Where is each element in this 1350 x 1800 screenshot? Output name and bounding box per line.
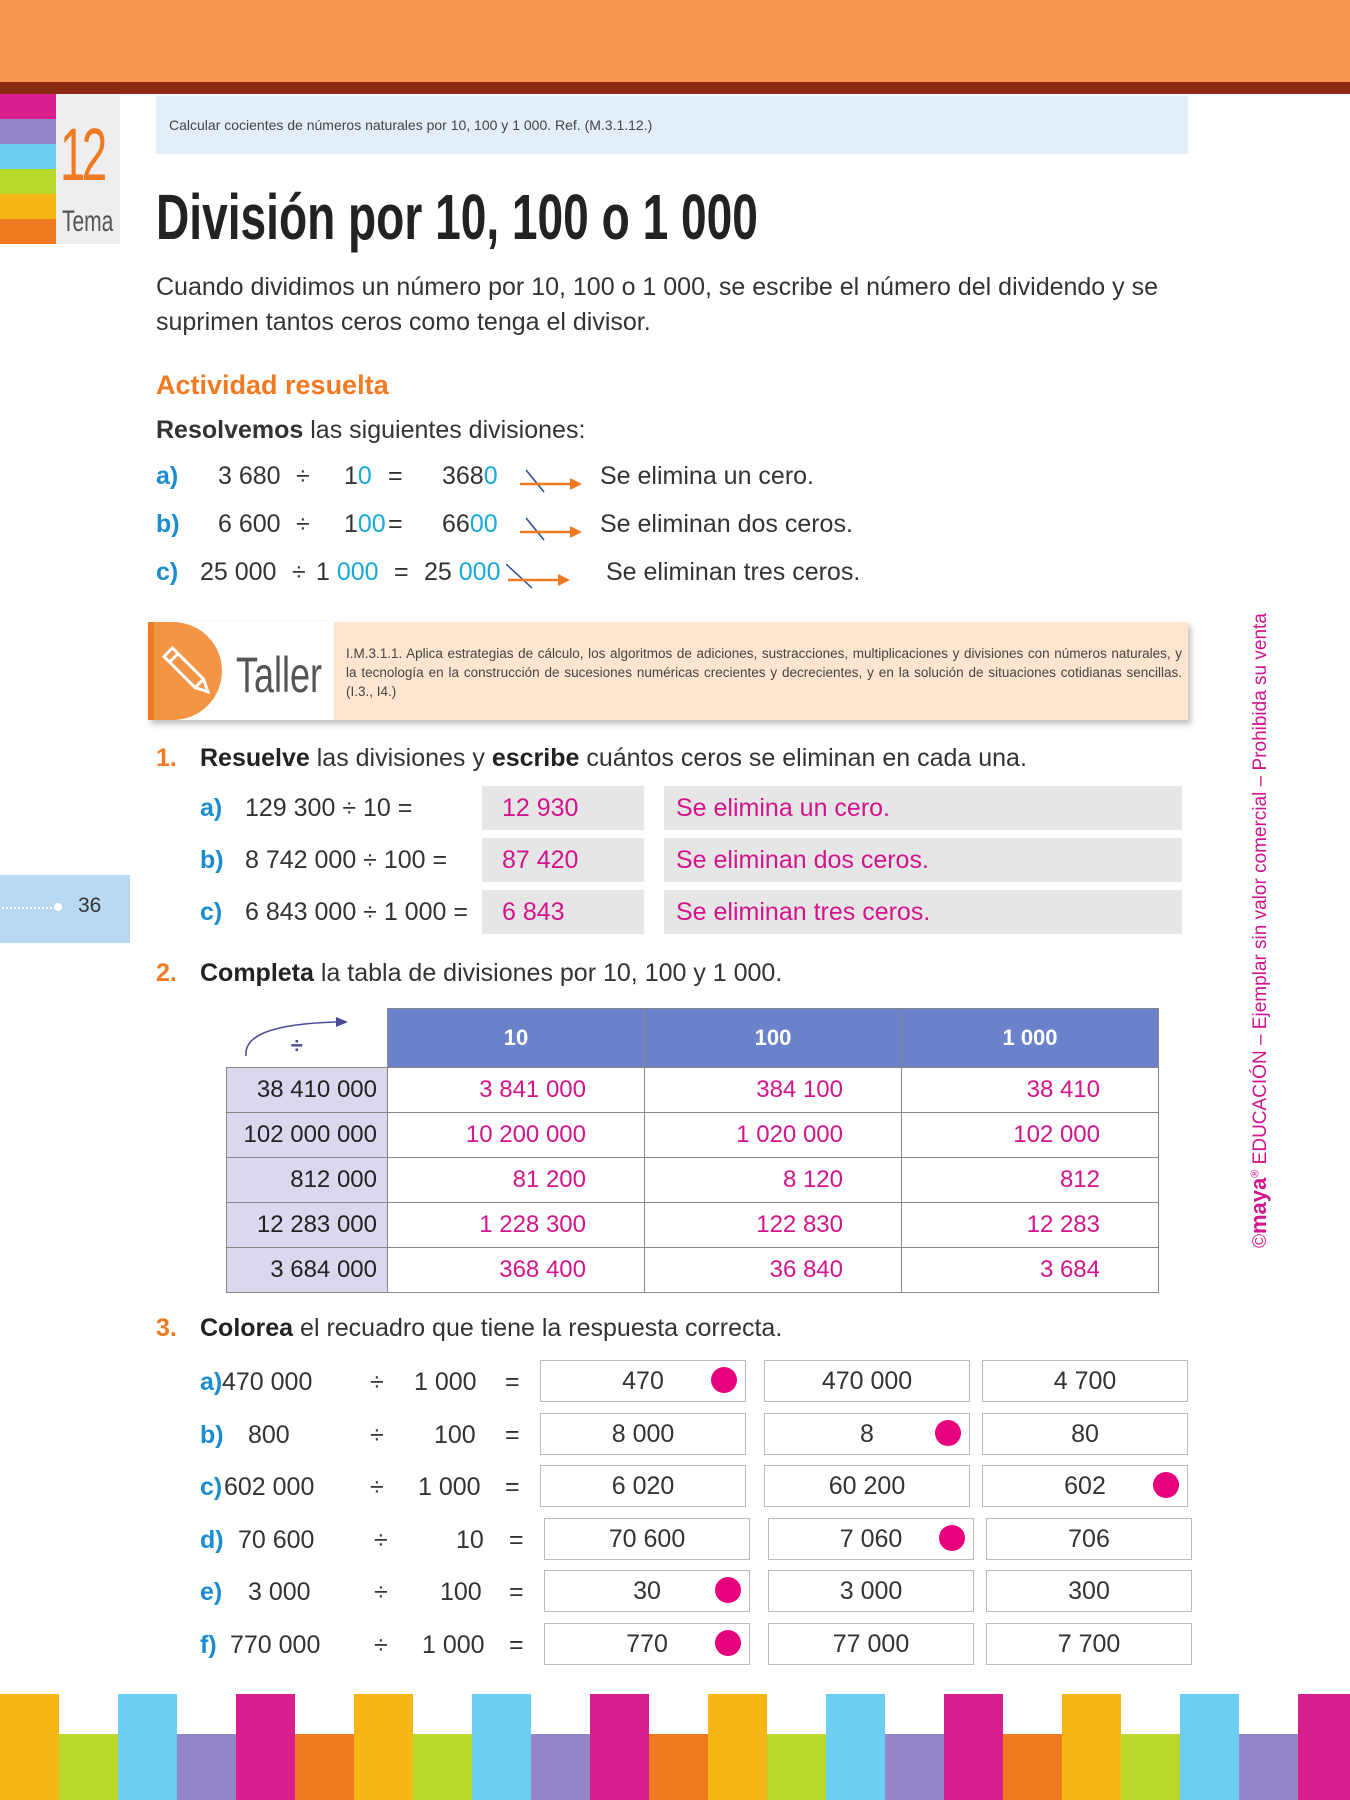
- copyright-symbol: ©: [1250, 1234, 1271, 1248]
- bottom-stripe: [118, 1694, 177, 1800]
- result: [442, 510, 498, 539]
- zeros-note: Se eliminan tres ceros.: [676, 898, 931, 926]
- resolved-lead-bold: Resolvemos: [156, 416, 304, 444]
- divisor-kept: 1: [344, 462, 358, 490]
- answer-option[interactable]: [764, 1360, 970, 1402]
- divisor: 1 000: [414, 1368, 477, 1396]
- option-value: 8: [860, 1420, 874, 1448]
- answer-option[interactable]: [764, 1465, 970, 1507]
- filled-dot-icon: [935, 1420, 961, 1446]
- page-tab-dot: [54, 903, 62, 911]
- answer-field[interactable]: [482, 838, 644, 882]
- result-zeros: 0: [483, 462, 498, 490]
- result-kept: 368: [442, 462, 484, 490]
- q1-instruction: [200, 744, 1027, 773]
- quotient-cell[interactable]: 812: [902, 1158, 1159, 1203]
- divide-sign: ÷: [374, 1526, 388, 1554]
- row-dividend: 38 410 000: [227, 1068, 388, 1113]
- taller-indicator-text: I.M.3.1.1. Aplica estrategias de cálculo, los algoritmos de adiciones, sustracciones, multiplicaciones y divisiones con números naturales, y la tecnología en la construcción de sucesiones numéricas crecientes y decrecientes, y en la solución de situaciones cotidianas sencillas. (I.3., I4.): [346, 646, 1182, 699]
- table-row: [227, 1248, 1159, 1293]
- quotient-cell[interactable]: 1 020 000: [645, 1113, 902, 1158]
- q3-instruction: [200, 1314, 782, 1343]
- divide-sign: ÷: [292, 558, 306, 586]
- quotient-cell[interactable]: 384 100: [645, 1068, 902, 1113]
- q3-bold: Colorea: [200, 1314, 294, 1342]
- q2-bold: Completa: [200, 959, 314, 987]
- division-table: [226, 1008, 1159, 1293]
- result: [442, 462, 498, 491]
- divisor: [344, 510, 386, 539]
- zeros-note-field[interactable]: [664, 838, 1182, 882]
- quotient-cell[interactable]: 81 200: [388, 1158, 645, 1203]
- divisor: [316, 558, 379, 587]
- page-number: 36: [78, 894, 102, 917]
- option-value: 300: [1068, 1577, 1110, 1605]
- side-notice: [1246, 613, 1272, 1248]
- answer-option[interactable]: [544, 1623, 750, 1665]
- row-dividend: 102 000 000: [227, 1113, 388, 1158]
- bottom-stripe: [649, 1734, 708, 1800]
- bottom-stripe: [1239, 1734, 1298, 1800]
- bottom-stripe: [531, 1734, 590, 1800]
- q1-mid: las divisiones y: [309, 744, 492, 772]
- row-letter: a): [156, 462, 179, 490]
- bottom-stripe: [295, 1734, 354, 1800]
- equals-sign: =: [509, 1578, 524, 1606]
- result: [424, 558, 500, 587]
- table-row: [227, 1203, 1159, 1248]
- row-letter: f): [200, 1631, 217, 1659]
- arrow-right-icon: [518, 514, 598, 544]
- divisor: 100: [434, 1421, 476, 1449]
- filled-dot-icon: [715, 1630, 741, 1656]
- bottom-stripe: [708, 1694, 767, 1800]
- bottom-stripe: [1180, 1694, 1239, 1800]
- row-dividend: 3 684 000: [227, 1248, 388, 1293]
- resolved-note: Se elimina un cero.: [600, 462, 815, 490]
- row-letter: c): [200, 1473, 223, 1501]
- option-value: 7 060: [839, 1525, 903, 1553]
- filled-dot-icon: [715, 1577, 741, 1603]
- option-value: 470 000: [821, 1367, 913, 1395]
- equals-sign: =: [505, 1473, 520, 1501]
- answer-option[interactable]: [768, 1623, 974, 1665]
- row-letter: c): [200, 898, 223, 926]
- option-value: 80: [1071, 1420, 1099, 1448]
- row-letter: d): [200, 1526, 224, 1554]
- side-notice-text: EDUCACIÓN – Ejemplar sin valor comercial – Prohibida su venta: [1250, 613, 1271, 1170]
- answer-option[interactable]: [544, 1518, 750, 1560]
- answer-field[interactable]: [482, 890, 644, 934]
- filled-dot-icon: [711, 1367, 737, 1393]
- row-dividend: 12 283 000: [227, 1203, 388, 1248]
- option-value: 30: [633, 1577, 661, 1605]
- answer-option[interactable]: [986, 1623, 1192, 1665]
- bottom-stripe: [177, 1734, 236, 1800]
- answer-option[interactable]: [540, 1360, 746, 1402]
- divide-symbol: ÷: [290, 1032, 303, 1058]
- table-header: 1 000: [902, 1009, 1159, 1068]
- row-letter: e): [200, 1578, 223, 1606]
- q3-number: 3.: [156, 1314, 177, 1342]
- option-value: 7 700: [1057, 1630, 1121, 1658]
- page-title: División por 10, 100 o 1 000: [156, 181, 758, 253]
- bottom-stripe: [472, 1694, 531, 1800]
- resolved-note: Se eliminan tres ceros.: [606, 558, 861, 586]
- top-banner: [0, 0, 1350, 82]
- divide-sign: ÷: [374, 1631, 388, 1659]
- page-number-tab: [0, 875, 130, 943]
- q1-bold2: escribe: [491, 744, 580, 772]
- answer-option[interactable]: [764, 1413, 970, 1455]
- bottom-stripe: [1298, 1694, 1350, 1800]
- taller-badge: [150, 622, 222, 720]
- bottom-stripe: [236, 1694, 295, 1800]
- option-value: 4 700: [1053, 1367, 1117, 1395]
- bottom-stripe: [1062, 1694, 1121, 1800]
- divisor: 10: [456, 1526, 484, 1554]
- answer-option[interactable]: [544, 1570, 750, 1612]
- answer-option[interactable]: [982, 1465, 1188, 1507]
- table-row: [227, 1113, 1159, 1158]
- quotient-cell[interactable]: 3 684: [902, 1248, 1159, 1293]
- quotient-cell[interactable]: 38 410: [902, 1068, 1159, 1113]
- color-strip: [0, 94, 56, 244]
- tema-number: 12: [60, 113, 104, 196]
- answer-option[interactable]: [540, 1413, 746, 1455]
- dividend: 3 680: [218, 462, 281, 490]
- q1-number: 1.: [156, 744, 177, 772]
- zeros-note: Se elimina un cero.: [676, 794, 891, 822]
- resolved-lead-rest: las siguientes divisiones:: [303, 416, 586, 444]
- divide-sign: ÷: [370, 1473, 384, 1501]
- dividend: 25 000: [200, 558, 277, 586]
- answer-option[interactable]: [768, 1518, 974, 1560]
- answer-option[interactable]: [768, 1570, 974, 1612]
- answer-option[interactable]: [982, 1413, 1188, 1455]
- dividend: 602 000: [224, 1473, 315, 1501]
- bottom-stripe: [944, 1694, 1003, 1800]
- divisor: 100: [440, 1578, 482, 1606]
- q1-bold1: Resuelve: [200, 744, 310, 772]
- divisor: 1 000: [418, 1473, 481, 1501]
- row-letter: a): [200, 1368, 223, 1396]
- pencil-icon: [150, 622, 222, 720]
- answer-value: 6 843: [502, 898, 565, 926]
- color-strip-segment: [0, 219, 56, 244]
- filled-dot-icon: [939, 1525, 965, 1551]
- divide-sign: ÷: [296, 462, 310, 490]
- result-zeros: 00: [469, 510, 498, 538]
- quotient-cell[interactable]: 36 840: [645, 1248, 902, 1293]
- bottom-stripe: [885, 1734, 944, 1800]
- quotient-cell[interactable]: 122 830: [645, 1203, 902, 1248]
- option-value: 70 600: [608, 1525, 686, 1553]
- divide-sign: ÷: [296, 510, 310, 538]
- quotient-cell[interactable]: 1 228 300: [388, 1203, 645, 1248]
- bottom-stripes: [0, 1694, 1350, 1800]
- bottom-stripe: [413, 1734, 472, 1800]
- row-letter: a): [200, 794, 223, 822]
- divisor-kept: 1: [344, 510, 358, 538]
- divisor-zeros: 000: [336, 558, 379, 586]
- taller-accent-bar: [148, 622, 154, 720]
- result-kept: 66: [442, 510, 470, 538]
- bottom-stripe: [590, 1694, 649, 1800]
- dividend: 800: [248, 1421, 290, 1449]
- quotient-cell[interactable]: 12 283: [902, 1203, 1159, 1248]
- color-strip-segment: [0, 94, 56, 119]
- bottom-stripe: [767, 1734, 826, 1800]
- quotient-cell[interactable]: 368 400: [388, 1248, 645, 1293]
- quotient-cell[interactable]: 10 200 000: [388, 1113, 645, 1158]
- bottom-stripe: [0, 1694, 59, 1800]
- dividend: 470 000: [222, 1368, 313, 1396]
- equals-sign: =: [388, 462, 403, 490]
- divisor-zeros: 0: [357, 462, 372, 490]
- answer-field[interactable]: [482, 786, 644, 830]
- answer-option[interactable]: [540, 1465, 746, 1507]
- equals-sign: =: [505, 1421, 520, 1449]
- bottom-stripe: [1003, 1734, 1062, 1800]
- answer-value: 12 930: [502, 794, 579, 822]
- resolved-note: Se eliminan dos ceros.: [600, 510, 853, 538]
- q2-rest: la tabla de divisiones por 10, 100 y 1 000.: [313, 959, 783, 987]
- brand-name: maya: [1246, 1177, 1271, 1234]
- table-row: [227, 1158, 1159, 1203]
- dividend: 3 000: [248, 1578, 311, 1606]
- quotient-cell[interactable]: 8 120: [645, 1158, 902, 1203]
- equals-sign: =: [509, 1631, 524, 1659]
- quotient-cell[interactable]: 102 000: [902, 1113, 1159, 1158]
- equals-sign: =: [388, 510, 403, 538]
- divisor-kept: 1: [316, 558, 337, 586]
- top-banner-line: [0, 82, 1350, 94]
- table-header: 10: [388, 1009, 645, 1068]
- division-expression: 8 742 000 ÷ 100 =: [245, 846, 448, 874]
- filled-dot-icon: [1153, 1472, 1179, 1498]
- equals-sign: =: [505, 1368, 520, 1396]
- q3-rest: el recuadro que tiene la respuesta correcta.: [293, 1314, 783, 1342]
- color-strip-segment: [0, 119, 56, 144]
- bottom-stripe: [59, 1734, 118, 1800]
- q2-instruction: [200, 959, 782, 988]
- divisor: 1 000: [422, 1631, 485, 1659]
- option-value: 77 000: [832, 1630, 910, 1658]
- bottom-stripe: [826, 1694, 885, 1800]
- option-value: 3 000: [839, 1577, 903, 1605]
- resolved-lead: [156, 416, 585, 445]
- color-strip-segment: [0, 169, 56, 194]
- dividend: 6 600: [218, 510, 281, 538]
- resolved-heading: Actividad resuelta: [156, 370, 389, 400]
- registered-mark: ®: [1249, 1169, 1262, 1178]
- tema-label: Tema: [62, 205, 114, 238]
- color-strip-segment: [0, 144, 56, 169]
- taller-label: Taller: [236, 647, 323, 703]
- intro-paragraph: Cuando dividimos un número por 10, 100 o 1 000, se escribe el número del dividendo y se suprimen tantos ceros como tenga el divisor.: [156, 273, 1159, 336]
- arrow-right-icon: [518, 466, 598, 496]
- divide-sign: ÷: [374, 1578, 388, 1606]
- equals-sign: =: [394, 558, 409, 586]
- dividend: 770 000: [230, 1631, 321, 1659]
- option-value: 770: [626, 1630, 668, 1658]
- result-zeros: 000: [458, 558, 501, 586]
- q2-number: 2.: [156, 959, 177, 987]
- divide-sign: ÷: [370, 1421, 384, 1449]
- row-dividend: 812 000: [227, 1158, 388, 1203]
- result-kept: 25: [424, 558, 459, 586]
- divisor-zeros: 00: [357, 510, 386, 538]
- zeros-note: Se eliminan dos ceros.: [676, 846, 929, 874]
- row-letter: b): [156, 510, 180, 538]
- row-letter: b): [200, 1421, 224, 1449]
- zeros-note-field[interactable]: [664, 786, 1182, 830]
- division-expression: 6 843 000 ÷ 1 000 =: [245, 898, 468, 926]
- table-corner: [227, 1009, 388, 1068]
- table-row: [227, 1068, 1159, 1113]
- answer-option[interactable]: [982, 1360, 1188, 1402]
- option-value: 60 200: [828, 1472, 906, 1500]
- arrow-right-icon: [506, 562, 586, 592]
- bottom-stripe: [1121, 1734, 1180, 1800]
- bottom-stripe: [354, 1694, 413, 1800]
- row-letter: c): [156, 558, 179, 586]
- option-value: 706: [1068, 1525, 1110, 1553]
- table-header: 100: [645, 1009, 902, 1068]
- answer-option[interactable]: [986, 1518, 1192, 1560]
- answer-value: 87 420: [502, 846, 579, 874]
- divide-sign: ÷: [370, 1368, 384, 1396]
- color-strip-segment: [0, 194, 56, 219]
- equals-sign: =: [509, 1526, 524, 1554]
- option-value: 8 000: [611, 1420, 675, 1448]
- quotient-cell[interactable]: 3 841 000: [388, 1068, 645, 1113]
- q1-rest: cuántos ceros se eliminan en cada una.: [579, 744, 1027, 772]
- option-value: 6 020: [611, 1472, 675, 1500]
- option-value: 602: [1064, 1472, 1106, 1500]
- dividend: 70 600: [238, 1526, 315, 1554]
- reference-text: Calcular cocientes de números naturales por 10, 100 y 1 000. Ref. (M.3.1.12.): [169, 117, 653, 133]
- zeros-note-field[interactable]: [664, 890, 1182, 934]
- row-letter: b): [200, 846, 224, 874]
- divisor: [344, 462, 372, 491]
- division-expression: 129 300 ÷ 10 =: [245, 794, 413, 822]
- page-tab-dots: [2, 907, 56, 909]
- option-value: 470: [622, 1367, 664, 1395]
- answer-option[interactable]: [986, 1570, 1192, 1612]
